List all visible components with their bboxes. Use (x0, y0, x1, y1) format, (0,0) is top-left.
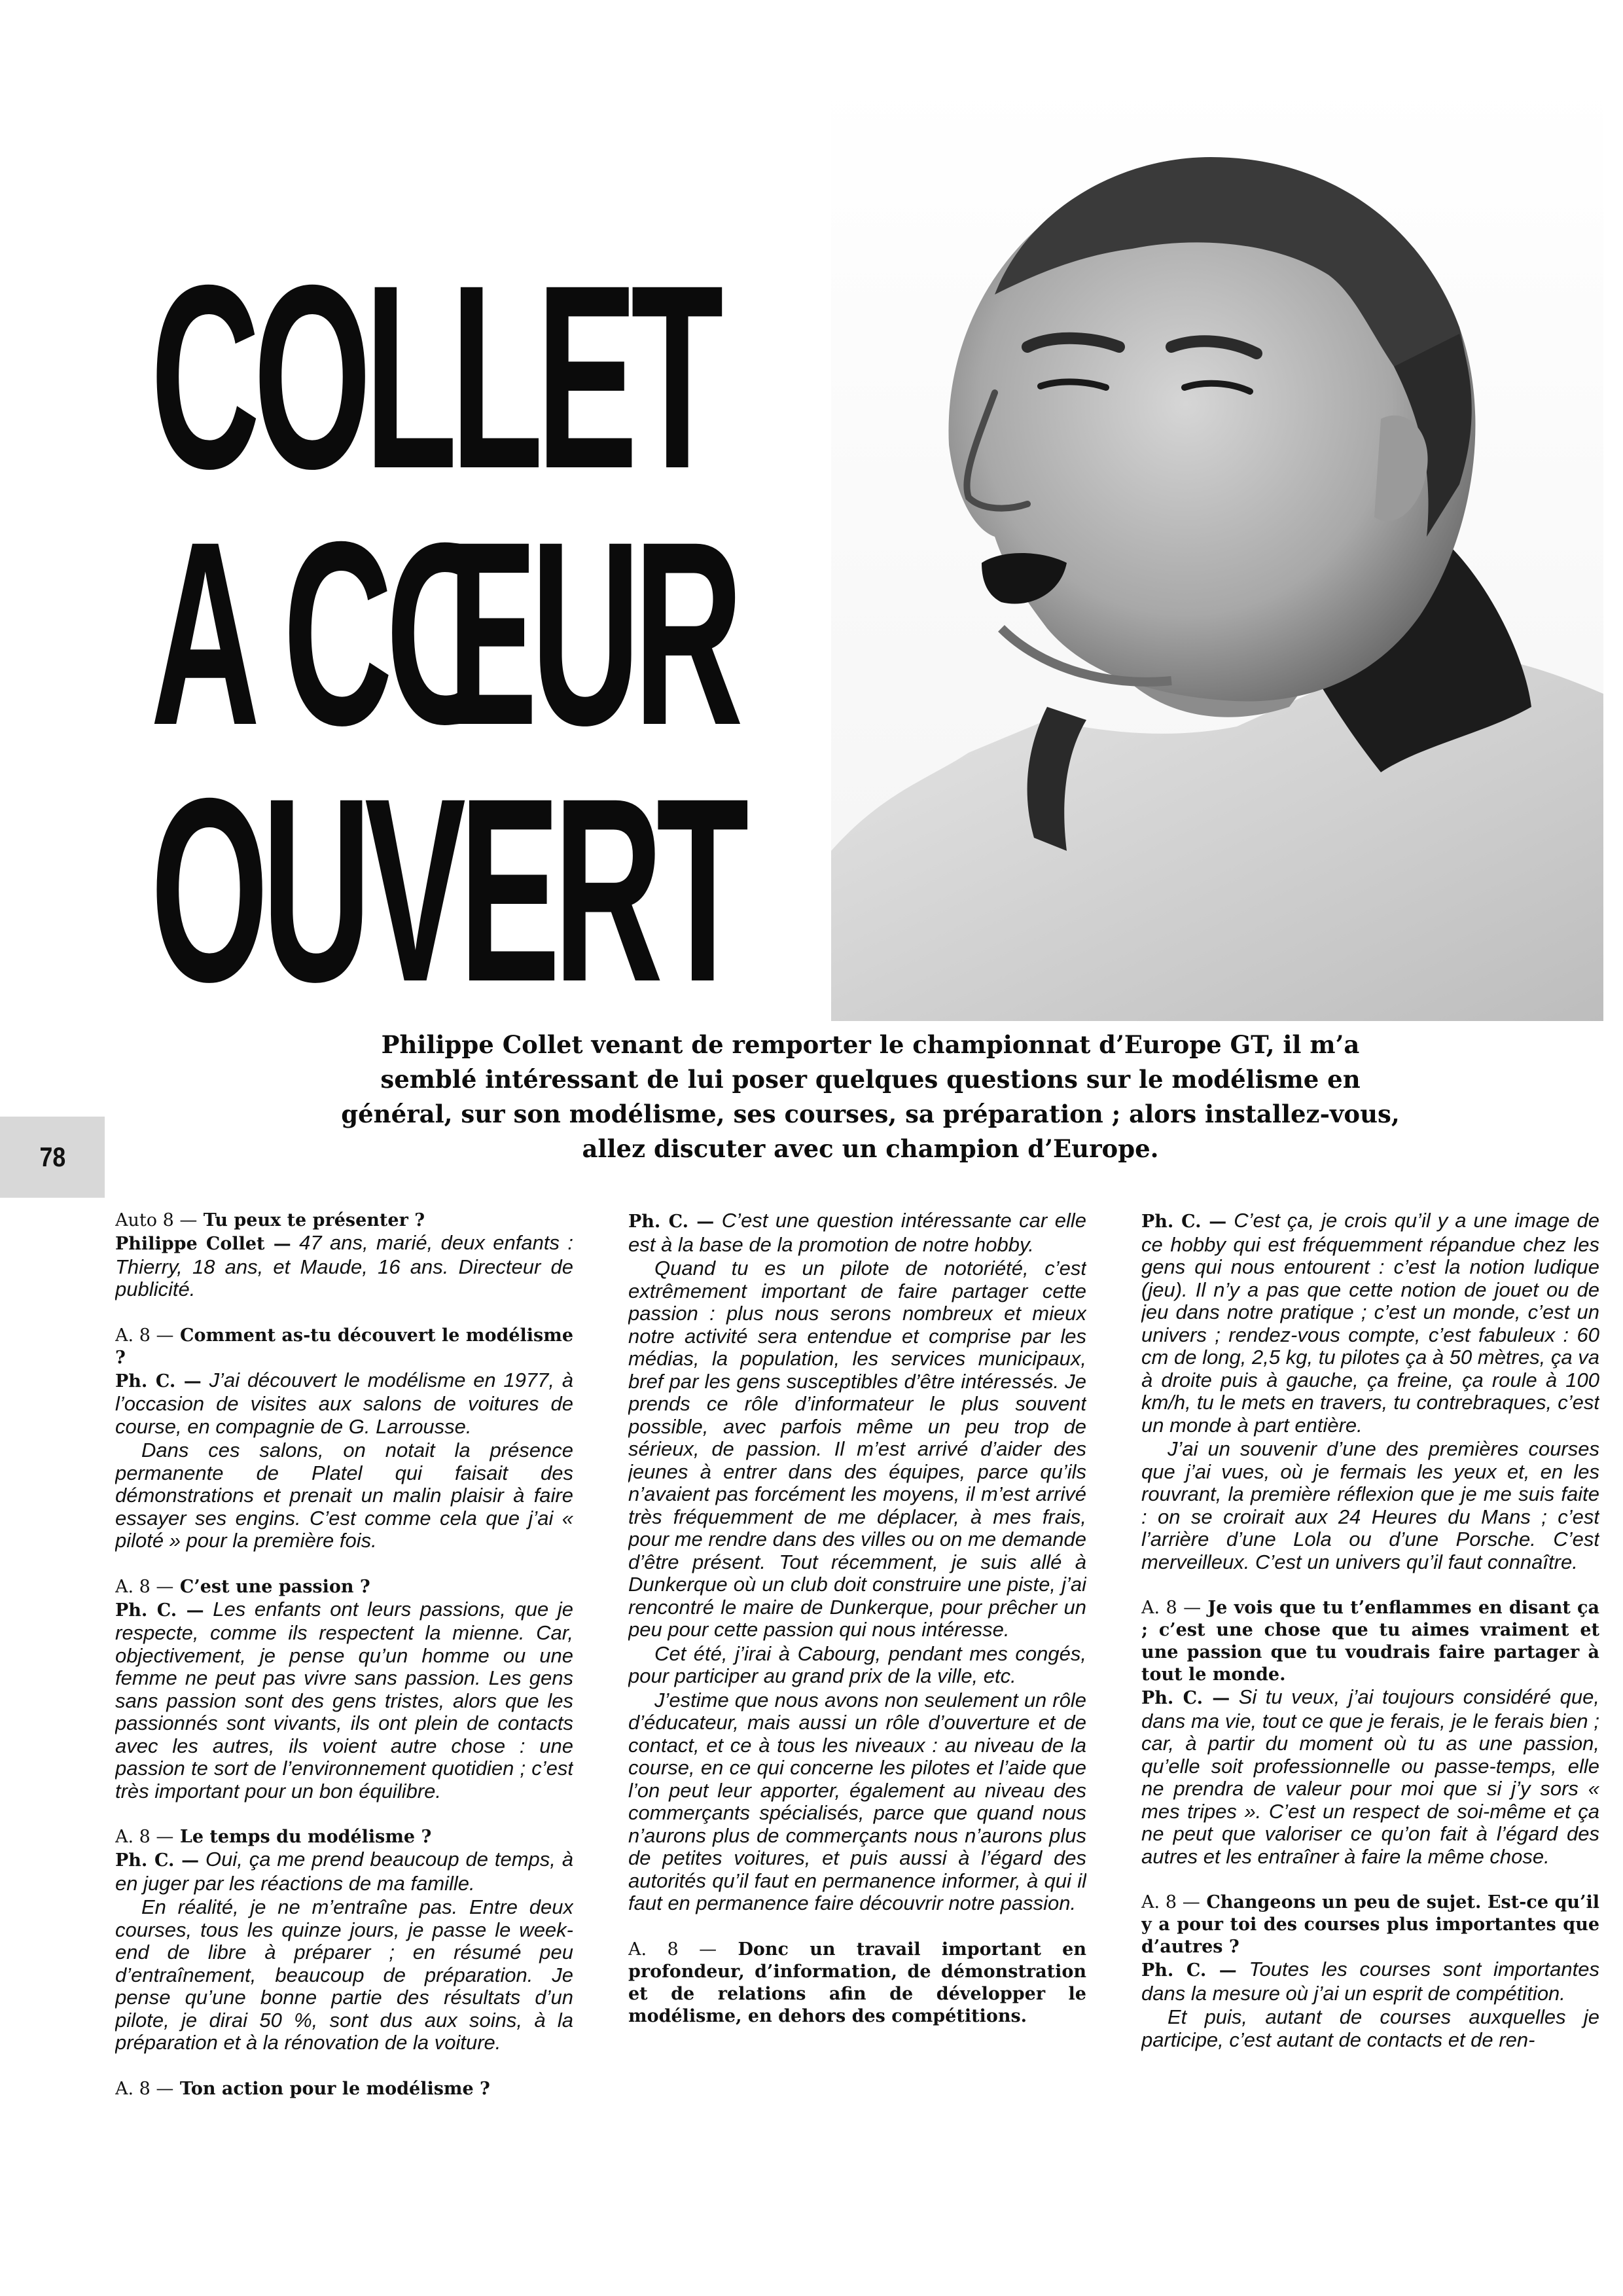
title-line-1: COLLET (151, 230, 717, 523)
column-1 (115, 1210, 573, 2270)
answer (1141, 1958, 1599, 2005)
article-title (151, 230, 743, 1036)
answer-speaker: Philippe Collet — (115, 1234, 291, 1254)
answer-speaker: Ph. C. — (115, 1371, 202, 1391)
question-text: Le temps du modélisme ? (179, 1827, 432, 1847)
question-text: Comment as-tu découvert le modélisme ? (115, 1325, 573, 1368)
answer-continued: Quand tu es un pilote de notoriété, c’est extrêmement important de faire partager cette passion : plus nous serons nombreux et mieux notre activité sera entendue et comprise par les médias, la population, les services municipaux, bref par les gens susceptibles d’être intéressés. Je prends ce rôle d’informateur le plus souvent possible, avec parfois même un peu trop de sérieux, de passion. Il m’est arrivé d’aider des jeunes à entrer dans des équipes, parce qu’ils n’avaient pas forcément les moyens, il m’est arrivé très fréquemment de me déplacer, à mes frais, pour me rendre dans des villes ou on me demande d’être présent. Tout récemment, je suis allé à Dunkerque où un club doit construire une piste, j’ai rencontré le maire de Dunkerque, pour prêcher un peu pour cette passion qui nous intéresse. (628, 1257, 1086, 1641)
question (1141, 1597, 1599, 1686)
qa-block (115, 1210, 573, 1301)
answer-continued: J’estime que nous avons non seulement un rôle d’éducateur, mais aussi un rôle d’ouverture et de contact, et ce à tous les niveaux : au niveau de la course, en ce qui concerne les pilotes et l’aide que l’on peut leur apporter, également au niveau des commerçants spécialisés, parce que quand nous n’aurons plus de commerçants nous n’aurons plus de petites voitures, et puis aussi à l’égard des autorités qu’il faut en permanence informer, à qui il faut en permanence faire découvrir notre passion. (628, 1688, 1086, 1914)
question-text: Je vois que tu t’enflammes en disant ça ; c’est une chose que tu aimes vraiment et une passion que tu voudrais faire partager à tout le monde. (1141, 1598, 1599, 1685)
qa-block (115, 1325, 573, 1552)
answer-continued: En réalité, je ne m’entraîne pas. Entre deux courses, tous les quinze jours, je passe le week-end de libre à préparer ; en résumé peu d’entraînement, beaucoup de préparation. Je pense qu’une bonne partie des résultats d’un pilote, je dirai 50 %, sont dus aux soins, à la préparation et à la rénovation de la voiture. (115, 1895, 573, 2054)
question (115, 1826, 573, 1848)
question-speaker: A. 8 — (115, 1827, 174, 1847)
column-3 (1141, 1210, 1599, 2270)
answer-continued: J’ai un souvenir d’une des premières courses que j’ai vues, où je fermais les yeux et, en les rouvrant, la première réflexion que je me suis faite : on se croirait aux 24 Heures du Mans ; c’est l’arrière d’une Lola ou d’une Porsche. C’est merveilleux. C’est un univers qu’il faut connaître. (1141, 1437, 1599, 1573)
question-text: Ton action pour le modélisme ? (179, 2078, 490, 2099)
question-speaker: A. 8 — (628, 1939, 717, 1960)
article-body (115, 1210, 1599, 2270)
question-speaker: A. 8 — (115, 2078, 174, 2099)
title-line-3: OUVERT (151, 744, 743, 1036)
portrait-photo (831, 79, 1603, 1021)
answer-text: C’est ça, je crois qu’il y a une image de ce hobby qui est fréquemment répandue chez les gens qui nous entourent : c’est la notion ludique (jeu). Il n’y a pas que cette notion de jouet ou de jeu dans notre pratique ; c’est un monde, c’est un univers ; rendez-vous compte, c’est fabuleux : 60 cm de long, 2,5 kg, tu pilotes ça à 50 mètres, ça va à droite puis à gauche, ça freine, ça roule à 100 km/h, tu le mets en travers, tu contrebraques, c’est un monde à part entière. (1141, 1210, 1599, 1437)
question (1141, 1892, 1599, 1958)
answer (628, 1210, 1086, 1256)
answer-continued: Dans ces salons, on notait la présence permanente de Platel qui faisait des démonstrations et prenait un malin plaisir à faire essayer ses engins. C’est comme cela que j’ai « piloté » pour la première fois. (115, 1439, 573, 1552)
question-speaker: A. 8 — (115, 1325, 174, 1346)
answer (1141, 1210, 1599, 1437)
page-number: 78 (39, 1141, 65, 1172)
qa-block (115, 2078, 573, 2100)
question-text: Donc un travail important en profondeur, d’information, de démonstration et de relations afin de développer le modélisme, en dehors des compétitions. (628, 1939, 1086, 2026)
answer-speaker: Ph. C. — (115, 1600, 204, 1621)
article-intro: Philippe Collet venant de remporter le championnat d’Europe GT, il m’a semblé intéressant de lui poser quelques questions sur le modélisme en général, sur son modélisme, ses courses, sa préparation ; alors installez-vous, allez discuter avec un champion d’Europe. (341, 1030, 1400, 1163)
answer (115, 1369, 573, 1439)
answer-text: Si tu veux, j’ai toujours considéré que, dans ma vie, tout ce que je ferais, je le ferais bien ; car, à partir du moment où tu as une passion, qu’elle soit professionnelle ou passe-temps, elle ne prendra de valeur pour moi que si j’y sors « mes tripes ». C’est un respect de soi-même et ça ne peut que valoriser ce qu’on fait à l’égard des autres et les entraîner à faire la même chose. (1141, 1685, 1599, 1868)
question (628, 1939, 1086, 2028)
question-text: Tu peux te présenter ? (203, 1210, 425, 1230)
answer-text: Toutes les courses sont importantes dans la mesure où j’ai un esprit de compétition. (1141, 1958, 1599, 2005)
answer (115, 1848, 573, 1895)
question-text: C’est une passion ? (179, 1576, 370, 1597)
answer (115, 1232, 573, 1301)
answer-speaker: Ph. C. — (1141, 1688, 1230, 1708)
qa-block (1141, 1597, 1599, 1868)
qa-block (628, 1210, 1086, 1915)
question (115, 1210, 573, 1232)
answer-text: 47 ans, marié, deux enfants : Thierry, 18 ans, et Maude, 16 ans. Directeur de publicité. (115, 1231, 573, 1300)
answer-speaker: Ph. C. — (1141, 1960, 1237, 1981)
qa-block (115, 1576, 573, 1803)
column-2 (628, 1210, 1086, 2270)
answer-speaker: Ph. C. — (628, 1211, 715, 1232)
portrait-illustration (831, 79, 1603, 1021)
question-speaker: Auto 8 — (115, 1210, 198, 1230)
answer-speaker: Ph. C. — (115, 1850, 200, 1871)
answer-continued: Cet été, j’irai à Cabourg, pendant mes congés, pour participer au grand prix de la ville, etc. (628, 1641, 1086, 1687)
page-number-tab (0, 1117, 105, 1198)
answer-text: J’ai découvert le modélisme en 1977, à l’occasion de visites aux salons de voitures de course, en compagnie de G. Larrousse. (115, 1368, 573, 1438)
question-text: Changeons un peu de sujet. Est-ce qu’il y a pour toi des courses plus importantes que d’autres ? (1141, 1892, 1599, 1957)
answer-text: C’est une question intéressante car elle est à la base de la promotion de notre hobby. (628, 1210, 1086, 1256)
question-speaker: A. 8 — (1141, 1598, 1202, 1618)
qa-block (1141, 1210, 1599, 1573)
answer (115, 1598, 573, 1803)
qa-block (1141, 1892, 1599, 2051)
question-speaker: A. 8 — (115, 1576, 174, 1597)
answer-continued: Et puis, autant de courses auxquelles je participe, c’est autant de contacts et de ren- (1141, 2005, 1599, 2051)
qa-block (628, 1939, 1086, 2028)
question (115, 1576, 573, 1598)
title-line-2: A CŒUR (151, 487, 737, 780)
answer-text: Oui, ça me prend beaucoup de temps, à en juger par les réactions de ma famille. (115, 1848, 573, 1895)
question-speaker: A. 8 — (1141, 1892, 1200, 1912)
answer (1141, 1686, 1599, 1868)
answer-text: Les enfants ont leurs passions, que je respecte, comme ils respectent la mienne. Car, objectivement, je pense qu’un homme ou une femme ne peut pas vivre sans passion. Les gens sans passion sont des gens tristes, alors que les passionnés sont vivants, ils ont plein de contacts avec les autres, ils voient autre chose : une passion te sort de l’environnement quotidien ; c’est très important pour un bon équilibre. (115, 1597, 573, 1803)
answer-speaker: Ph. C. — (1141, 1211, 1227, 1232)
qa-block (115, 1826, 573, 2054)
question (115, 1325, 573, 1369)
question (115, 2078, 573, 2100)
